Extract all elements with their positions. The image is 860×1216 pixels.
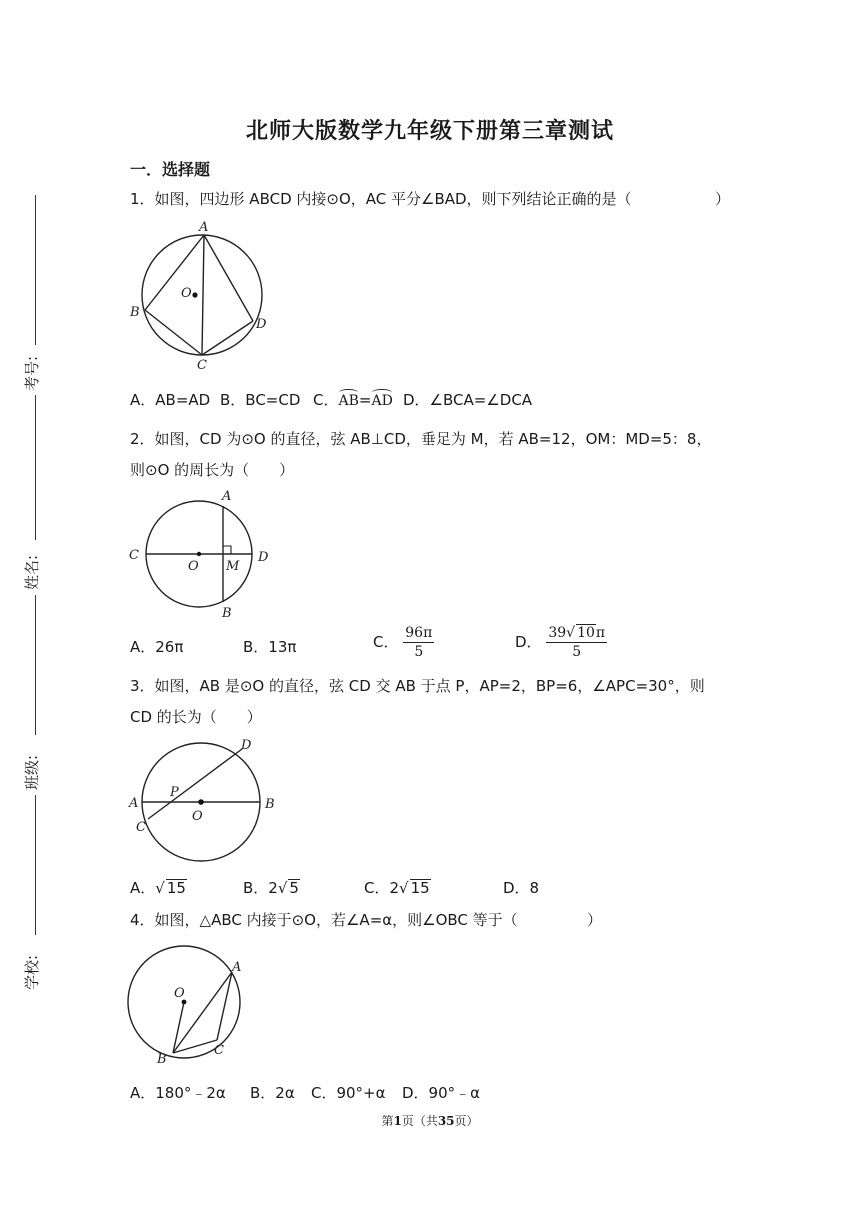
answer-paren-close: ） — [714, 190, 730, 208]
q4-option-d[interactable]: D．90°﹣α — [402, 1084, 481, 1102]
q2-option-c-numerator: 96π — [405, 625, 433, 641]
page-title: 北师大版数学九年级下册第三章测试 — [245, 119, 614, 144]
q1-label-b: B — [130, 305, 140, 320]
q3-option-c[interactable]: C．2√ 15 — [364, 879, 430, 897]
q2-option-b[interactable]: B．13π — [243, 638, 297, 656]
q2-label-c: C — [129, 548, 139, 563]
q4-label-b: B — [157, 1052, 167, 1067]
q2-option-d-prefix: D． — [515, 633, 542, 651]
q2-option-a[interactable]: A．26π — [130, 638, 184, 656]
q4-option-c[interactable]: C．90°+α — [311, 1084, 386, 1102]
q3-option-d[interactable]: D．8 — [503, 879, 540, 897]
binding-line-2 — [35, 395, 36, 540]
question-2-text — [130, 424, 730, 486]
q4-label-o: O — [174, 986, 185, 1001]
question-2-figure — [125, 484, 275, 622]
question-1-figure — [125, 218, 280, 374]
q2-label-o: O — [188, 559, 199, 574]
q1-label-o: O — [181, 286, 192, 301]
question-2-options — [130, 624, 730, 668]
binding-line-4 — [35, 795, 36, 935]
question-2-line-2: 则⊙O 的周长为（ ） — [130, 461, 295, 479]
q3-center-dot — [198, 799, 204, 805]
q2-option-c[interactable] — [373, 624, 434, 661]
question-4-text — [130, 905, 730, 936]
question-4-options — [130, 1082, 730, 1104]
q3-label-b: B — [265, 797, 275, 812]
q2-option-c-fraction — [403, 624, 434, 661]
q1-label-c: C — [197, 358, 207, 373]
class-label: 班级: — [23, 754, 42, 791]
q2-option-d[interactable] — [515, 624, 607, 661]
q1-label-d: D — [256, 317, 267, 332]
q2-option-d-radicand: 10 — [577, 625, 595, 641]
q3-option-c-prefix: C．2 — [364, 879, 400, 897]
section-heading: 一．选择题 — [130, 160, 211, 179]
q2-option-d-pi: π — [595, 625, 606, 641]
q2-label-m: M — [226, 559, 240, 574]
q1-label-a: A — [199, 220, 209, 235]
name-label: 姓名: — [23, 554, 42, 591]
q4-label-c: C — [214, 1043, 224, 1058]
q2-option-d-denominator: 5 — [572, 644, 582, 660]
q2-label-d: D — [258, 550, 269, 565]
q4-label-a: A — [232, 960, 242, 975]
total-pages: 35 — [437, 1114, 455, 1128]
arc-ab: AB — [338, 393, 359, 409]
q2-option-c-prefix: C． — [373, 633, 399, 651]
q2-option-d-numerator: 39√ 10π — [548, 625, 606, 641]
question-1-text — [130, 184, 730, 215]
exam-number-label: 考号: — [23, 355, 42, 392]
q1-option-d[interactable]: D．∠BCA=∠DCA — [403, 391, 533, 409]
q3-option-b[interactable]: B．2√ 5 — [243, 879, 299, 897]
question-3-line-2: CD 的长为（ ） — [130, 708, 262, 726]
q2-option-d-fraction — [546, 624, 607, 661]
binding-line-1 — [35, 195, 36, 345]
question-4-stem: 4．如图，△ABC 内接于⊙O，若∠A=α，则∠OBC 等于（ — [130, 911, 518, 929]
question-1-stem: 1．如图，四边形 ABCD 内接⊙O，AC 平分∠BAD，则下列结论正确的是（ — [130, 190, 632, 208]
q1-option-c-eq: = — [358, 391, 372, 409]
q1-option-c[interactable] — [313, 389, 393, 410]
q4-option-b[interactable]: B．2α — [250, 1084, 295, 1102]
q1-option-b[interactable]: B．BC=CD — [220, 391, 301, 409]
answer-paren-close-4: ） — [586, 911, 602, 929]
q3-label-o: O — [192, 809, 203, 824]
q3-option-a-prefix: A． — [130, 879, 156, 897]
q4-option-a[interactable]: A．180°﹣2α — [130, 1084, 226, 1102]
question-4-figure — [124, 940, 254, 1068]
q3-option-b-prefix: B．2 — [243, 879, 278, 897]
q3-label-p: P — [170, 785, 179, 800]
q2-label-b: B — [222, 606, 232, 621]
question-3-text — [130, 671, 730, 733]
binding-line-3 — [35, 595, 36, 735]
footer-suffix: 页） — [454, 1114, 479, 1128]
q1-option-a[interactable]: A．AB=AD — [130, 391, 211, 409]
q1-center-dot — [192, 292, 197, 297]
q3-label-d: D — [241, 738, 252, 753]
q2-option-d-coef: 39 — [548, 625, 567, 641]
question-3-options — [130, 877, 730, 899]
question-1-options — [130, 389, 730, 411]
footer-prefix: 第 — [381, 1114, 394, 1128]
q2-option-c-denominator: 5 — [414, 644, 424, 660]
page-number: 1 — [393, 1114, 402, 1128]
q2-center-dot — [197, 552, 201, 556]
footer-middle: 页（共 — [401, 1114, 438, 1128]
q1-option-c-prefix: C． — [313, 391, 339, 409]
q3-option-a-radicand: 15 — [166, 879, 186, 897]
q3-option-c-radicand: 15 — [410, 879, 430, 897]
school-label: 学校: — [23, 954, 42, 991]
question-3-figure — [125, 735, 285, 867]
q2-label-a: A — [222, 489, 232, 504]
q3-option-a[interactable]: A．√ 15 — [130, 879, 186, 897]
q3-label-c: C — [136, 820, 146, 835]
page-footer — [0, 1112, 860, 1129]
question-3-line-1: 3．如图，AB 是⊙O 的直径，弦 CD 交 AB 于点 P，AP=2，BP=6，∠APC=30°，则 — [130, 677, 705, 695]
q3-option-b-radicand: 5 — [289, 879, 299, 897]
q3-label-a: A — [129, 796, 139, 811]
arc-ad: AD — [371, 393, 393, 409]
question-2-line-1: 2．如图，CD 为⊙O 的直径，弦 AB⊥CD，垂足为 M，若 AB=12，OM：MD=5：8， — [130, 430, 712, 448]
